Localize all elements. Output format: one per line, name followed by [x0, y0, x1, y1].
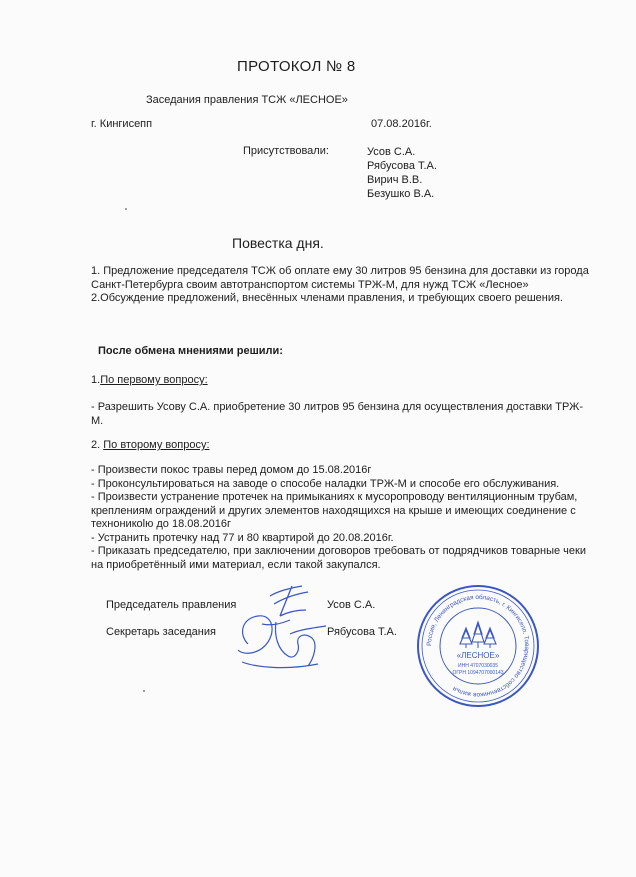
- scan-speck: [125, 208, 127, 210]
- seal-ring-text: Россия, Ленинградская область, г. Кингисепп. Товарищество собственников жилья: [425, 593, 531, 699]
- agenda-list: [91, 265, 591, 306]
- question-2-number: 2.: [91, 439, 104, 451]
- agenda-title: Повестка дня.: [232, 235, 324, 251]
- city: г. Кингисепп: [91, 118, 153, 130]
- organization-seal: [416, 584, 540, 708]
- agenda-item: 1. Предложение председателя ТСЖ об оплате ему 30 литров 95 бензина для доставки из города Санкт-Петербурга своим автотранспортом системы ТРЖ-М, для нужд ТСЖ «Лесное»: [91, 265, 589, 291]
- member: Безушко В.А.: [367, 188, 435, 200]
- decision-item: - Проконсультироваться на заводе о способе наладки ТРЖ-М и способе его обслуживания.: [91, 477, 560, 490]
- secretary-name: Рябусова Т.А.: [327, 626, 397, 638]
- secretary-signature: [228, 604, 338, 676]
- member: Вирич В.В.: [367, 174, 423, 186]
- decision-item: - Устранить протечку над 77 и 80 квартирой до 20.08.2016г.: [91, 531, 394, 544]
- question-2-heading: [91, 439, 210, 451]
- decision-item: - Произвести покос травы перед домом до 15.08.2016г: [91, 464, 372, 476]
- secretary-label: Секретарь заседания: [106, 626, 216, 638]
- question-2-decisions: [91, 464, 591, 572]
- question-1-decision: - Разрешить Усову С.А. приобретение 30 литров 95 бензина для осуществления доставки ТРЖ-М.: [91, 401, 584, 427]
- present-label: Присутствовали:: [243, 145, 329, 157]
- seal-inn: ИНН 4707030035: [457, 663, 499, 669]
- members-list: [367, 145, 437, 201]
- protocol-title: ПРОТОКОЛ № 8: [237, 58, 356, 75]
- protocol-date: 07.08.2016г.: [371, 118, 432, 130]
- question-2-label: По второму вопросу:: [103, 439, 210, 451]
- seal-center-text: «ЛЕСНОЕ»: [456, 651, 500, 660]
- question-1-heading: [91, 374, 208, 386]
- seal-ogrn: ОГРН 1094707000143: [452, 670, 504, 676]
- decision-heading: После обмена мнениями решили:: [98, 345, 283, 357]
- decision-item: - Произвести устранение протечек на примыканиях к мусоропроводу вентиляционным трубам, креплениям ограждений и других элементов находящихся на крыше и имеющих соединение с техноникolю до 18.08.2016г: [91, 491, 578, 530]
- chair-name: Усов С.А.: [327, 599, 376, 611]
- question-1-number: 1.: [91, 374, 101, 386]
- agenda-item: 2.Обсуждение предложений, внесённых членами правления, и требующих своего решения.: [91, 292, 563, 304]
- decision-item: - Приказать председателю, при заключении договоров требовать от подрядчиков товарные чеки на приобретённый ими материал, если такой закупался.: [91, 545, 586, 571]
- question-1-label: По первому вопросу:: [100, 374, 208, 386]
- scan-speck: [143, 690, 145, 692]
- member: Усов С.А.: [367, 146, 416, 158]
- protocol-subtitle: Заседания правления ТСЖ «ЛЕСНОЕ»: [146, 94, 348, 106]
- chair-label: Председатель правления: [106, 599, 237, 611]
- member: Рябусова Т.А.: [367, 160, 437, 172]
